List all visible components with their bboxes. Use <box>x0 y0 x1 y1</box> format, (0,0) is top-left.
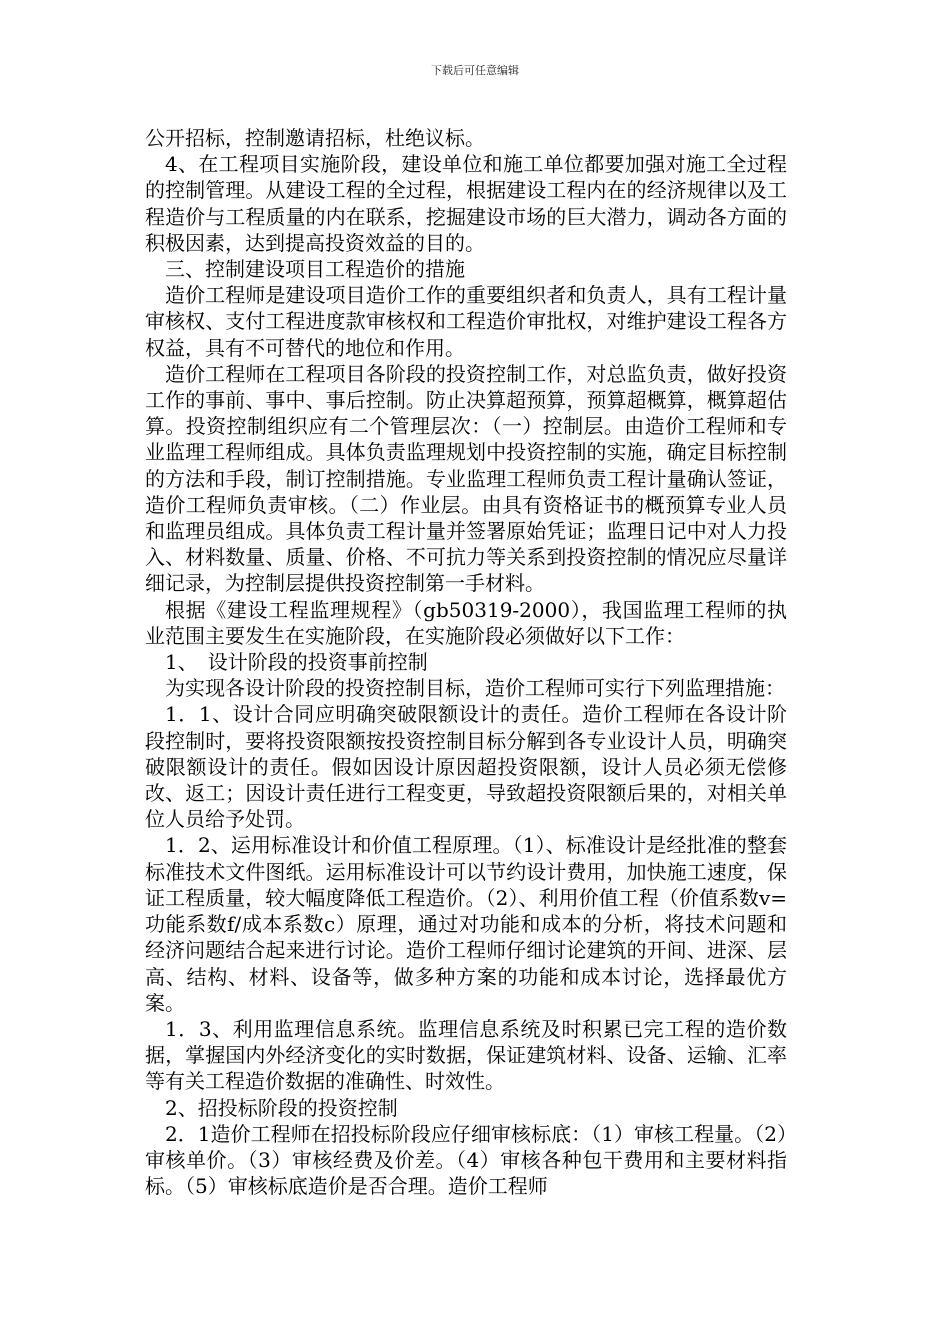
section-heading: 三、控制建设项目工程造价的措施 <box>165 257 465 282</box>
page-header: 下载后可任意编辑 <box>431 64 519 77</box>
subsection-heading: 1、 设计阶段的投资事前控制 <box>165 650 428 675</box>
paragraph: 根据《建设工程监理规程》（gb50319-2000），我国监理工程师的执业范围主要发生在实施阶段，在实施阶段必须做好以下工作： <box>145 597 787 648</box>
paragraph: 为实现各设计阶段的投资控制目标，造价工程师可实行下列监理措施： <box>165 676 785 701</box>
paragraph: 2．1造价工程师在招投标阶段应仔细审核标底：（1）审核工程量。（2）审核单价。（3）审核经费及价差。（4）审核各种包干费用和主要材料指标。（5）审核标底造价是否合理。造价工程师 <box>145 1121 787 1199</box>
paragraph: 1．1、设计合同应明确突破限额设计的责任。造价工程师在各设计阶段控制时，要将投资限额按投资控制目标分解到各专业设计人员，明确突破限额设计的责任。假如因设计原因超投资限额，设计人员必须无偿修改、返工；因设计责任进行工程变更，导致超投资限额后果的，对相关单位人员给予处罚。 <box>145 702 787 832</box>
paragraph: 公开招标，控制邀请招标，杜绝议标。 <box>145 126 485 150</box>
paragraph: 4、在工程项目实施阶段，建设单位和施工单位都要加强对施工全过程的控制管理。从建设工程的全过程，根据建设工程内在的经济规律以及工程造价与工程质量的内在联系，挖掘建设市场的巨大潜力，调动各方面的积极因素，达到提高投资效益的目的。 <box>145 152 787 255</box>
document-body <box>145 125 787 1199</box>
paragraph: 造价工程师在工程项目各阶段的投资控制工作，对总监负责，做好投资工作的事前、事中、事后控制。防止决算超预算，预算超概算，概算超估算。投资控制组织应有二个管理层次：（一）控制层。由造价工程师和专业监理工程师组成。具体负责监理规划中投资控制的实施，确定目标控制的方法和手段，制订控制措施。专业监理工程师负责工程计量确认签证，造价工程师负责审核。（二）作业层。由具有资格证书的概预算专业人员和监理员组成。具体负责工程计量并签署原始凭证；监理日记中对人力投入、材料数量、质量、价格、不可抗力等关系到投资控制的情况应尽量详细记录，为控制层提供投资控制第一手材料。 <box>145 361 787 596</box>
subsection-heading: 2、招投标阶段的投资控制 <box>165 1095 398 1120</box>
paragraph: 造价工程师是建设项目造价工作的重要组织者和负责人，具有工程计量审核权、支付工程进度款审核权和工程造价审批权，对维护建设工程各方权益，具有不可替代的地位和作用。 <box>145 283 787 360</box>
paragraph: 1．3、利用监理信息系统。监理信息系统及时积累已完工程的造价数据，掌握国内外经济变化的实时数据，保证建筑材料、设备、运输、汇率等有关工程造价数据的准确性、时效性。 <box>145 1016 787 1094</box>
paragraph: 1．2、运用标准设计和价值工程原理。（1）、标准设计是经批准的整套标准技术文件图纸。运用标准设计可以节约设计费用，加快施工速度，保证工程质量，较大幅度降低工程造价。（2）、利用价值工程（价值系数v=功能系数f/成本系数c）原理，通过对功能和成本的分析，将技术问题和经济问题结合起来进行讨论。造价工程师仔细讨论建筑的开间、进深、层高、结构、材料、设备等，做多种方案的功能和成本讨论，选择最优方案。 <box>145 833 787 1015</box>
